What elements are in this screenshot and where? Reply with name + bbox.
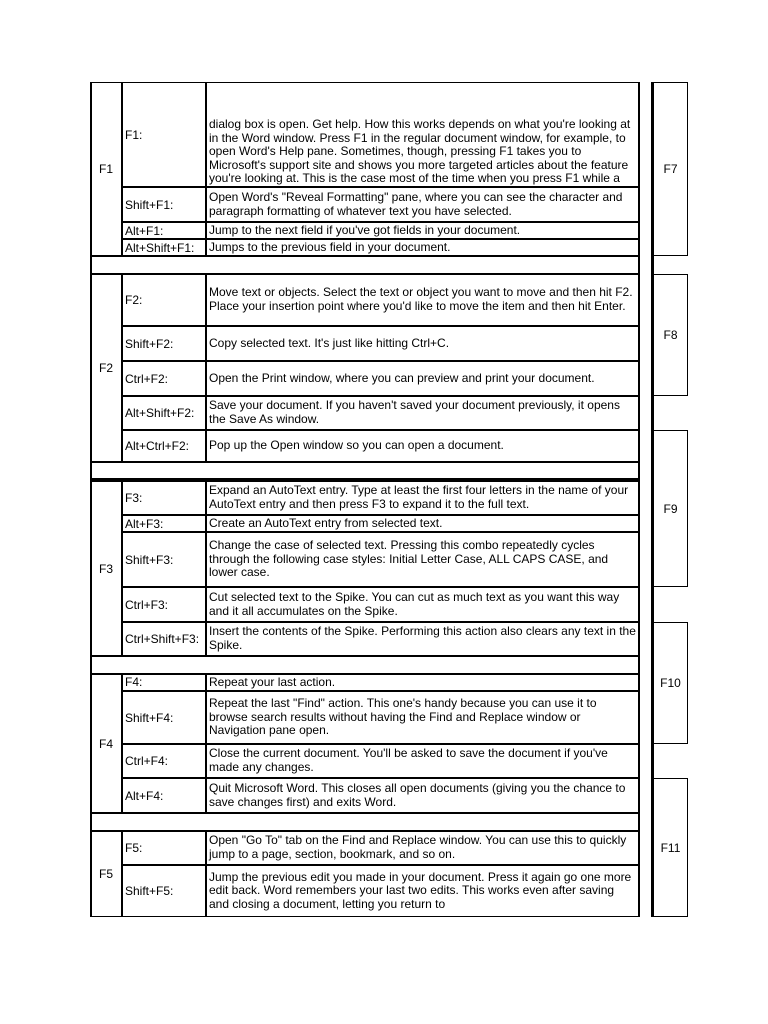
- combo-text: Ctrl+F3:: [125, 597, 169, 612]
- desc-cell: [206, 674, 640, 691]
- combo-text: Alt+Shift+F1:: [125, 240, 195, 255]
- combo-text: Shift+F3:: [125, 552, 174, 567]
- combo-text: Alt+F1:: [125, 223, 164, 238]
- desc-cell: [206, 778, 640, 813]
- side-key-f10: [651, 622, 688, 744]
- key-text: F5: [98, 867, 113, 881]
- combo-cell: [122, 326, 206, 361]
- desc-cell: [206, 187, 640, 222]
- desc-cell: [206, 82, 640, 187]
- desc-text: Create an AutoText entry from selected text.: [209, 515, 443, 530]
- side-key-f8: [651, 274, 688, 396]
- combo-text: Shift+F2:: [125, 336, 174, 351]
- combo-text: F5:: [125, 841, 143, 855]
- combo-text: F4:: [125, 675, 143, 689]
- side-key-text: F9: [663, 501, 678, 516]
- side-key-f7: [651, 82, 688, 256]
- shortcut-table: [90, 82, 640, 917]
- desc-text: Copy selected text. It's just like hitting Ctrl+C.: [209, 335, 450, 350]
- desc-cell: [206, 587, 640, 622]
- key-text: F4: [98, 736, 113, 751]
- combo-cell: [122, 831, 206, 865]
- side-key-f9: [651, 430, 688, 587]
- desc-text: Jumps to the previous field in your document.: [209, 239, 451, 254]
- desc-cell: [206, 532, 640, 587]
- combo-text: Alt+Ctrl+F2:: [125, 439, 190, 453]
- desc-text: Cut selected text to the Spike. You can cut as much text as you want this way and it all accumulates on the Spike.: [209, 589, 620, 618]
- desc-text: Repeat your last action.: [209, 674, 336, 689]
- side-key-text: F11: [660, 840, 681, 855]
- combo-cell: [122, 239, 206, 256]
- desc-cell: [206, 622, 640, 656]
- combo-text: Shift+F1:: [125, 197, 174, 212]
- desc-text: Jump to the next field if you've got fields in your document.: [209, 222, 521, 237]
- group-spacer: [90, 462, 640, 481]
- side-key-f11: [651, 778, 688, 917]
- key-text: F3: [98, 561, 113, 576]
- combo-cell: [122, 82, 206, 187]
- combo-text: Alt+F4:: [125, 788, 164, 803]
- desc-cell: [206, 481, 640, 515]
- desc-text: Open Word's "Reveal Formatting" pane, where you can see the character and paragraph formatting of whatever text you have selected.: [209, 189, 623, 218]
- side-key-text: F10: [660, 676, 681, 690]
- combo-cell: [122, 587, 206, 622]
- desc-text: Move text or objects. Select the text or object you want to move and then hit F2. Place your insertion point where you'd like to move the item and then hit Enter.: [209, 285, 633, 313]
- combo-cell: [122, 744, 206, 778]
- desc-text: Change the case of selected text. Pressing this combo repeatedly cycles through the following case styles: Initial Letter Case, ALL CAPS CASE, and lower case.: [209, 538, 609, 580]
- desc-cell: [206, 222, 640, 239]
- combo-text: Ctrl+F4:: [125, 754, 169, 768]
- combo-cell: [122, 865, 206, 917]
- combo-text: Alt+Shift+F2:: [125, 406, 195, 420]
- key-text: F1: [98, 162, 113, 176]
- desc-text: dialog box is open. Get help. How this works depends on what you're looking at in the Word window. Press F1 in the regular document window, for example, to open Word's Help pane. Sometimes, though, pressing F1 takes you to Microsoft's support site and shows you more targeted articles about the feature you're looking at. This is the case most of the time when you press F1 while a: [209, 117, 631, 186]
- combo-cell: [122, 532, 206, 587]
- desc-cell: [206, 831, 640, 865]
- combo-text: F1:: [125, 127, 143, 142]
- combo-cell: [122, 361, 206, 396]
- combo-text: Ctrl+F2:: [125, 371, 169, 386]
- desc-text: Save your document. If you haven't saved your document previously, it opens the Save As window.: [209, 398, 620, 426]
- combo-cell: [122, 222, 206, 239]
- group-spacer: [90, 256, 640, 274]
- combo-text: F2:: [125, 293, 143, 307]
- combo-cell: [122, 622, 206, 656]
- group-spacer: [90, 813, 640, 831]
- key-label-f2: [90, 274, 122, 462]
- key-label-f5: [90, 831, 122, 917]
- desc-text: Expand an AutoText entry. Type at least the first four letters in the name of your AutoText entry and then press F3 to expand it to the full text.: [209, 483, 629, 511]
- desc-cell: [206, 396, 640, 430]
- desc-text: Open the Print window, where you can preview and print your document.: [209, 370, 595, 385]
- side-key-column: [651, 82, 685, 917]
- combo-text: Shift+F5:: [125, 884, 174, 898]
- desc-text: Jump the previous edit you made in your document. Press it again go one more edit back. Word remembers your last two edits. This works even after saving and closing a document, letting you return to: [209, 869, 632, 911]
- combo-cell: [122, 274, 206, 326]
- combo-cell: [122, 515, 206, 532]
- desc-cell: [206, 865, 640, 917]
- desc-cell: [206, 361, 640, 396]
- desc-text: Pop up the Open window so you can open a document.: [209, 438, 504, 453]
- combo-cell: [122, 187, 206, 222]
- desc-cell: [206, 274, 640, 326]
- key-label-f4: [90, 674, 122, 813]
- desc-text: Insert the contents of the Spike. Performing this action also clears any text in the Spike.: [209, 624, 636, 652]
- desc-cell: [206, 239, 640, 256]
- desc-cell: [206, 326, 640, 361]
- desc-cell: [206, 691, 640, 744]
- side-key-text: F8: [663, 328, 678, 342]
- combo-cell: [122, 430, 206, 462]
- desc-cell: [206, 744, 640, 778]
- combo-text: Ctrl+Shift+F3:: [125, 632, 200, 646]
- group-spacer: [90, 656, 640, 674]
- desc-cell: [206, 430, 640, 462]
- desc-text: Close the current document. You'll be asked to save the document if you've made any changes.: [209, 746, 608, 774]
- desc-cell: [206, 515, 640, 532]
- combo-cell: [122, 396, 206, 430]
- combo-cell: [122, 778, 206, 813]
- combo-text: F3:: [125, 491, 143, 505]
- key-label-f3: [90, 481, 122, 656]
- desc-text: Repeat the last "Find" action. This one's handy because you can use it to browse search results without having the Find and Replace window or Navigation pane open.: [209, 696, 597, 738]
- side-key-text: F7: [663, 162, 678, 176]
- desc-text: Quit Microsoft Word. This closes all open documents (giving you the chance to save changes first) and exits Word.: [209, 780, 626, 809]
- desc-text: Open "Go To" tab on the Find and Replace window. You can use this to quickly jump to a page, section, bookmark, and so on.: [209, 833, 627, 861]
- combo-cell: [122, 481, 206, 515]
- combo-cell: [122, 691, 206, 744]
- combo-cell: [122, 674, 206, 691]
- key-label-f1: [90, 82, 122, 256]
- combo-text: Shift+F4:: [125, 710, 174, 725]
- key-text: F2: [98, 361, 113, 375]
- combo-text: Alt+F3:: [125, 516, 164, 531]
